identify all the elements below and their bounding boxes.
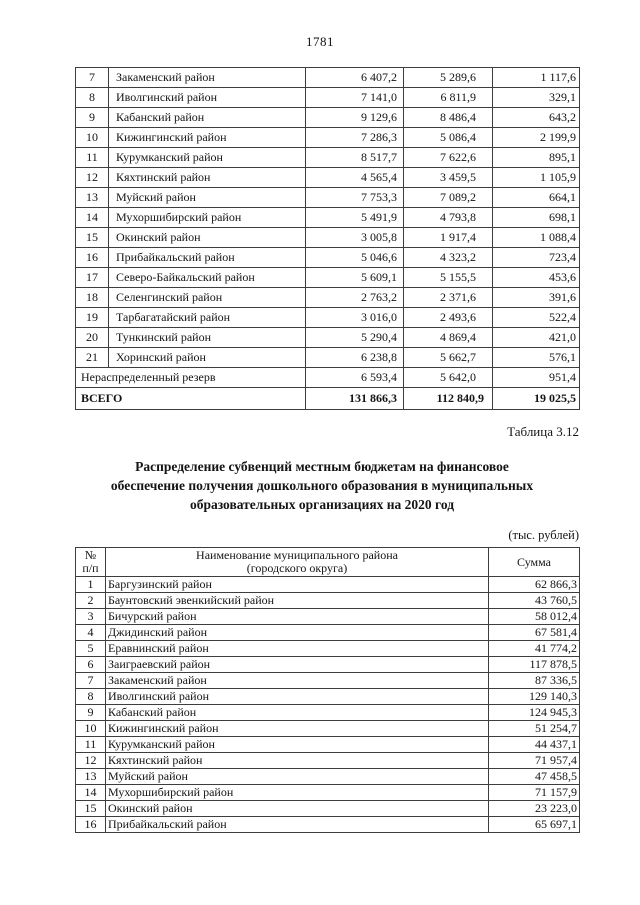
district-name-cell: Заиграевский район bbox=[106, 657, 489, 673]
district-name-cell: Джидинский район bbox=[106, 625, 489, 641]
row-number-cell: 8 bbox=[76, 689, 106, 705]
amount-total-cell: 7 753,3 bbox=[306, 188, 404, 208]
amount-total-cell: 2 763,2 bbox=[306, 288, 404, 308]
header-sum: Сумма bbox=[489, 548, 580, 577]
table-row bbox=[76, 128, 580, 148]
row-number-cell: 14 bbox=[76, 208, 109, 228]
district-name-cell: Закаменский район bbox=[106, 673, 489, 689]
row-number-cell: 17 bbox=[76, 268, 109, 288]
district-name-cell: Муйский район bbox=[109, 188, 306, 208]
header-district-line: (городского округа) bbox=[246, 561, 348, 575]
row-number-cell: 7 bbox=[76, 68, 109, 88]
district-name-cell: Тарбагатайский район bbox=[109, 308, 306, 328]
table-row bbox=[76, 817, 580, 833]
row-number-cell: 9 bbox=[76, 705, 106, 721]
sum-cell: 124 945,3 bbox=[489, 705, 580, 721]
table-row bbox=[76, 769, 580, 785]
district-name-cell: Окинский район bbox=[109, 228, 306, 248]
amount-col2-cell: 5 155,5 bbox=[404, 268, 493, 288]
district-name-cell: Курумканский район bbox=[106, 737, 489, 753]
header-row bbox=[76, 548, 580, 577]
row-number-cell: 12 bbox=[76, 168, 109, 188]
table-row bbox=[76, 705, 580, 721]
sum-cell: 41 774,2 bbox=[489, 641, 580, 657]
row-number-cell: 3 bbox=[76, 609, 106, 625]
amount-total-cell: 5 290,4 bbox=[306, 328, 404, 348]
amount-col3-cell: 1 105,9 bbox=[493, 168, 580, 188]
header-district-name bbox=[106, 548, 489, 577]
district-name-cell: Прибайкальский район bbox=[109, 248, 306, 268]
district-name-cell: Кабанский район bbox=[106, 705, 489, 721]
total-label-cell: ВСЕГО bbox=[76, 388, 306, 410]
table-row bbox=[76, 753, 580, 769]
sum-cell: 43 760,5 bbox=[489, 593, 580, 609]
row-number-cell: 1 bbox=[76, 577, 106, 593]
row-number-cell: 15 bbox=[76, 228, 109, 248]
amount-col3-cell: 643,2 bbox=[493, 108, 580, 128]
table-caption: Таблица 3.12 bbox=[507, 424, 579, 439]
amount-col3-cell: 895,1 bbox=[493, 148, 580, 168]
table-row bbox=[76, 348, 580, 368]
total-row bbox=[76, 388, 580, 410]
district-name-cell: Кижингинский район bbox=[109, 128, 306, 148]
amount-col3-cell: 329,1 bbox=[493, 88, 580, 108]
amount-total-cell: 5 609,1 bbox=[306, 268, 404, 288]
table-row bbox=[76, 673, 580, 689]
page-number: 1781 bbox=[306, 34, 334, 49]
subvention-table-body bbox=[76, 68, 580, 410]
district-name-cell: Селенгинский район bbox=[109, 288, 306, 308]
amount-col3-cell: 576,1 bbox=[493, 348, 580, 368]
amount-col2-cell: 3 459,5 bbox=[404, 168, 493, 188]
row-number-cell: 13 bbox=[76, 188, 109, 208]
sum-cell: 44 437,1 bbox=[489, 737, 580, 753]
district-name-cell: Прибайкальский район bbox=[106, 817, 489, 833]
amount-col2-cell: 1 917,4 bbox=[404, 228, 493, 248]
amount-total-cell: 7 286,3 bbox=[306, 128, 404, 148]
table-row bbox=[76, 737, 580, 753]
amount-col3-cell: 19 025,5 bbox=[493, 388, 580, 410]
amount-col2-cell: 2 371,6 bbox=[404, 288, 493, 308]
amount-col3-cell: 723,4 bbox=[493, 248, 580, 268]
amount-col3-cell: 391,6 bbox=[493, 288, 580, 308]
header-district-line: Наименование муниципального района bbox=[196, 548, 398, 562]
amount-col2-cell: 8 486,4 bbox=[404, 108, 493, 128]
district-name-cell: Кяхтинский район bbox=[106, 753, 489, 769]
table-row bbox=[76, 577, 580, 593]
amount-col2-cell: 7 622,6 bbox=[404, 148, 493, 168]
row-number-cell: 14 bbox=[76, 785, 106, 801]
row-number-cell: 10 bbox=[76, 128, 109, 148]
amount-col3-cell: 664,1 bbox=[493, 188, 580, 208]
amount-col3-cell: 1 088,4 bbox=[493, 228, 580, 248]
table-row bbox=[76, 785, 580, 801]
sum-cell: 47 458,5 bbox=[489, 769, 580, 785]
amount-total-cell: 6 407,2 bbox=[306, 68, 404, 88]
section-title bbox=[70, 457, 574, 514]
row-number-cell: 20 bbox=[76, 328, 109, 348]
row-number-cell: 12 bbox=[76, 753, 106, 769]
district-name-cell: Мухоршибирский район bbox=[106, 785, 489, 801]
amount-total-cell: 5 491,9 bbox=[306, 208, 404, 228]
row-number-cell: 8 bbox=[76, 88, 109, 108]
row-number-cell: 10 bbox=[76, 721, 106, 737]
row-number-cell: 2 bbox=[76, 593, 106, 609]
reserve-label-cell: Нераспределенный резерв bbox=[76, 368, 306, 388]
sum-cell: 23 223,0 bbox=[489, 801, 580, 817]
row-number-cell: 6 bbox=[76, 657, 106, 673]
amount-total-cell: 3 016,0 bbox=[306, 308, 404, 328]
sum-cell: 65 697,1 bbox=[489, 817, 580, 833]
row-number-cell: 9 bbox=[76, 108, 109, 128]
table-row bbox=[76, 328, 580, 348]
amount-total-cell: 9 129,6 bbox=[306, 108, 404, 128]
row-number-cell: 21 bbox=[76, 348, 109, 368]
amount-total-cell: 4 565,4 bbox=[306, 168, 404, 188]
district-name-cell: Окинский район bbox=[106, 801, 489, 817]
table-row bbox=[76, 593, 580, 609]
amount-col2-cell: 4 793,8 bbox=[404, 208, 493, 228]
table-row bbox=[76, 108, 580, 128]
amount-col2-cell: 7 089,2 bbox=[404, 188, 493, 208]
sum-cell: 67 581,4 bbox=[489, 625, 580, 641]
row-number-cell: 5 bbox=[76, 641, 106, 657]
amount-col2-cell: 4 869,4 bbox=[404, 328, 493, 348]
amount-col3-cell: 2 199,9 bbox=[493, 128, 580, 148]
row-number-cell: 11 bbox=[76, 148, 109, 168]
amount-col2-cell: 5 289,6 bbox=[404, 68, 493, 88]
district-name-cell: Баргузинский район bbox=[106, 577, 489, 593]
amount-total-cell: 131 866,3 bbox=[306, 388, 404, 410]
amount-total-cell: 3 005,8 bbox=[306, 228, 404, 248]
preschool-subvention-table bbox=[75, 547, 580, 833]
row-number-cell: 15 bbox=[76, 801, 106, 817]
amount-col3-cell: 1 117,6 bbox=[493, 68, 580, 88]
district-name-cell: Хоринский район bbox=[109, 348, 306, 368]
sum-cell: 117 878,5 bbox=[489, 657, 580, 673]
district-name-cell: Иволгинский район bbox=[106, 689, 489, 705]
amount-total-cell: 5 046,6 bbox=[306, 248, 404, 268]
amount-total-cell: 6 238,8 bbox=[306, 348, 404, 368]
district-name-cell: Северо-Байкальский район bbox=[109, 268, 306, 288]
table-row bbox=[76, 208, 580, 228]
amount-col2-cell: 2 493,6 bbox=[404, 308, 493, 328]
reserve-row bbox=[76, 368, 580, 388]
table-row bbox=[76, 248, 580, 268]
sum-cell: 71 157,9 bbox=[489, 785, 580, 801]
district-name-cell: Кижингинский район bbox=[106, 721, 489, 737]
row-number-cell: 4 bbox=[76, 625, 106, 641]
table-row bbox=[76, 68, 580, 88]
table-row bbox=[76, 308, 580, 328]
district-name-cell: Иволгинский район bbox=[109, 88, 306, 108]
sum-cell: 51 254,7 bbox=[489, 721, 580, 737]
section-title-line: Распределение субвенций местным бюджетам на финансовое bbox=[135, 459, 509, 474]
row-number-cell: 11 bbox=[76, 737, 106, 753]
row-number-cell: 13 bbox=[76, 769, 106, 785]
amount-col3-cell: 421,0 bbox=[493, 328, 580, 348]
row-number-cell: 16 bbox=[76, 817, 106, 833]
table-row bbox=[76, 657, 580, 673]
table-row bbox=[76, 641, 580, 657]
sum-cell: 62 866,3 bbox=[489, 577, 580, 593]
row-number-cell: 19 bbox=[76, 308, 109, 328]
sum-cell: 129 140,3 bbox=[489, 689, 580, 705]
amount-col3-cell: 951,4 bbox=[493, 368, 580, 388]
table-row bbox=[76, 625, 580, 641]
amount-col2-cell: 5 662,7 bbox=[404, 348, 493, 368]
table-row bbox=[76, 228, 580, 248]
table-row bbox=[76, 188, 580, 208]
sum-cell: 87 336,5 bbox=[489, 673, 580, 689]
header-number-line: № bbox=[84, 548, 97, 562]
amount-total-cell: 7 141,0 bbox=[306, 88, 404, 108]
row-number-cell: 16 bbox=[76, 248, 109, 268]
sum-cell: 58 012,4 bbox=[489, 609, 580, 625]
table-row bbox=[76, 268, 580, 288]
amount-col2-cell: 112 840,9 bbox=[404, 388, 493, 410]
amount-col2-cell: 5 086,4 bbox=[404, 128, 493, 148]
district-name-cell: Тункинский район bbox=[109, 328, 306, 348]
district-name-cell: Мухоршибирский район bbox=[109, 208, 306, 228]
table-row bbox=[76, 148, 580, 168]
table-row bbox=[76, 801, 580, 817]
section-title-line: образовательных организациях на 2020 год bbox=[189, 497, 455, 512]
preschool-table-body bbox=[76, 577, 580, 833]
district-name-cell: Муйский район bbox=[106, 769, 489, 785]
amount-total-cell: 6 593,4 bbox=[306, 368, 404, 388]
amount-col3-cell: 522,4 bbox=[493, 308, 580, 328]
amount-col2-cell: 5 642,0 bbox=[404, 368, 493, 388]
preschool-table-header bbox=[76, 548, 580, 577]
table-row bbox=[76, 88, 580, 108]
header-number-line: п/п bbox=[82, 561, 99, 575]
table-row bbox=[76, 689, 580, 705]
district-name-cell: Баунтовский эвенкийский район bbox=[106, 593, 489, 609]
district-name-cell: Еравнинский район bbox=[106, 641, 489, 657]
district-name-cell: Бичурский район bbox=[106, 609, 489, 625]
table-row bbox=[76, 288, 580, 308]
table-row bbox=[76, 609, 580, 625]
section-title-line: обеспечение получения дошкольного образования в муниципальных bbox=[110, 478, 534, 493]
district-name-cell: Курумканский район bbox=[109, 148, 306, 168]
row-number-cell: 7 bbox=[76, 673, 106, 689]
district-name-cell: Кяхтинский район bbox=[109, 168, 306, 188]
table-row bbox=[76, 721, 580, 737]
amount-total-cell: 8 517,7 bbox=[306, 148, 404, 168]
district-name-cell: Кабанский район bbox=[109, 108, 306, 128]
table-row bbox=[76, 168, 580, 188]
amount-col3-cell: 453,6 bbox=[493, 268, 580, 288]
amount-col2-cell: 6 811,9 bbox=[404, 88, 493, 108]
district-name-cell: Закаменский район bbox=[109, 68, 306, 88]
amount-col2-cell: 4 323,2 bbox=[404, 248, 493, 268]
sum-cell: 71 957,4 bbox=[489, 753, 580, 769]
units-note: (тыс. рублей) bbox=[508, 528, 579, 542]
row-number-cell: 18 bbox=[76, 288, 109, 308]
subvention-table-continuation bbox=[75, 67, 580, 410]
header-number bbox=[76, 548, 106, 577]
amount-col3-cell: 698,1 bbox=[493, 208, 580, 228]
